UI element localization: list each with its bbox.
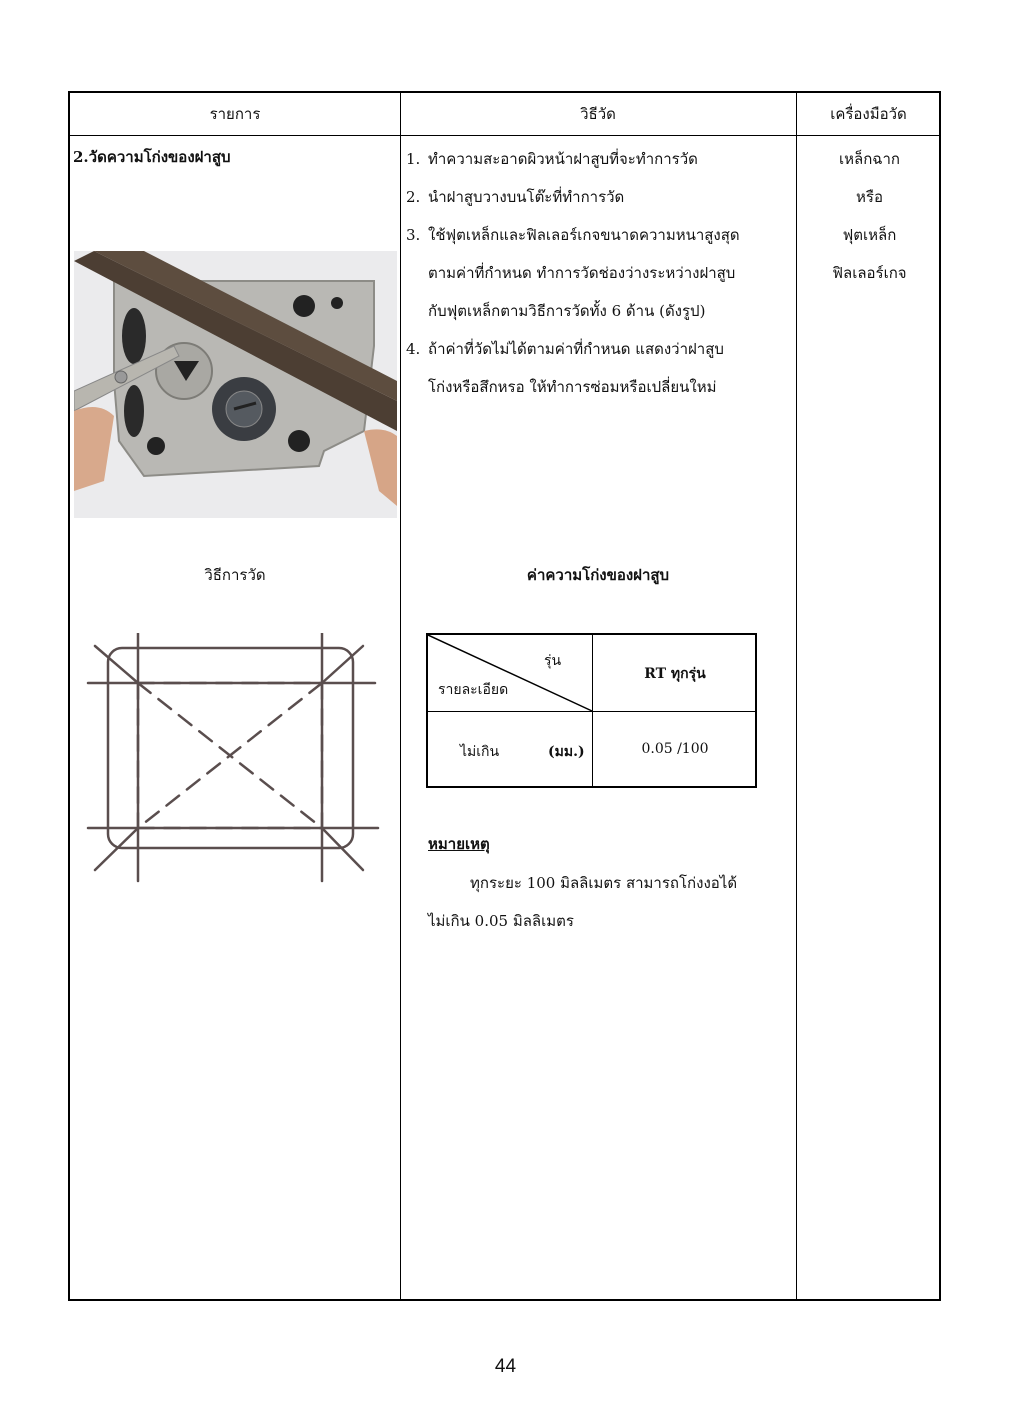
- spec-header-detail-label: รายละเอียด: [438, 682, 509, 698]
- header-item: รายการ: [209, 105, 261, 123]
- tool-item: ฟุตเหล็ก: [842, 226, 897, 244]
- spec-row-unit: (มม.): [548, 744, 585, 760]
- spec-row-value: 0.05 /100: [641, 741, 709, 757]
- diagram-caption: วิธีการวัด: [204, 566, 266, 584]
- step-item: 4. ถ้าค่าที่วัดไม่ได้ตามค่าที่กำหนด แสดงว่าฝาสูบ: [406, 340, 724, 358]
- step-item: ตามค่าที่กำหนด ทำการวัดช่องว่างระหว่างฝาสูบ: [428, 264, 736, 282]
- tool-item: เหล็กฉาก: [838, 150, 900, 168]
- step-item: โก่งหรือสึกหรอ ให้ทำการซ่อมหรือเปลี่ยนใหม่: [428, 378, 717, 396]
- note-title: หมายเหตุ: [428, 835, 490, 853]
- spec-model-header: RT ทุกรุ่น: [644, 666, 706, 682]
- spec-row-label: ไม่เกิน: [460, 744, 500, 760]
- step-item: 2. นำฝาสูบวางบนโต๊ะที่ทำการวัด: [406, 188, 625, 206]
- step-item: 1. ทำความสะอาดผิวหน้าฝาสูบที่จะทำการวัด: [406, 150, 698, 168]
- measurement-pattern-diagram-icon: [80, 633, 390, 893]
- step-item: 3. ใช้ฟุตเหล็กและฟิลเลอร์เกจขนาดความหนาสูงสุด: [406, 226, 740, 244]
- header-method: วิธีวัด: [580, 105, 616, 123]
- tool-item: หรือ: [856, 188, 883, 206]
- header-tools: เครื่องมือวัด: [830, 105, 907, 123]
- note-line: ไม่เกิน 0.05 มิลลิเมตร: [428, 912, 574, 930]
- step-item: กับฟุตเหล็กตามวิธีการวัดทั้ง 6 ด้าน (ดังรูป): [428, 302, 706, 320]
- cylinder-head-photo-icon: [74, 251, 397, 518]
- spec-table: [426, 633, 757, 788]
- spec-header-model-label: รุ่น: [544, 653, 562, 669]
- note-line: ทุกระยะ 100 มิลลิเมตร สามารถโก่งงอได้: [470, 874, 738, 892]
- tool-item: ฟิลเลอร์เกจ: [832, 264, 907, 282]
- column-divider: [796, 93, 797, 1299]
- item-title: 2.วัดความโก่งของฝาสูบ: [73, 148, 231, 166]
- inspection-table: [68, 91, 941, 1301]
- spec-title: ค่าความโก่งของฝาสูบ: [526, 566, 670, 584]
- page-number: 44: [494, 1356, 517, 1377]
- column-divider: [400, 93, 401, 1299]
- header-divider: [70, 135, 939, 136]
